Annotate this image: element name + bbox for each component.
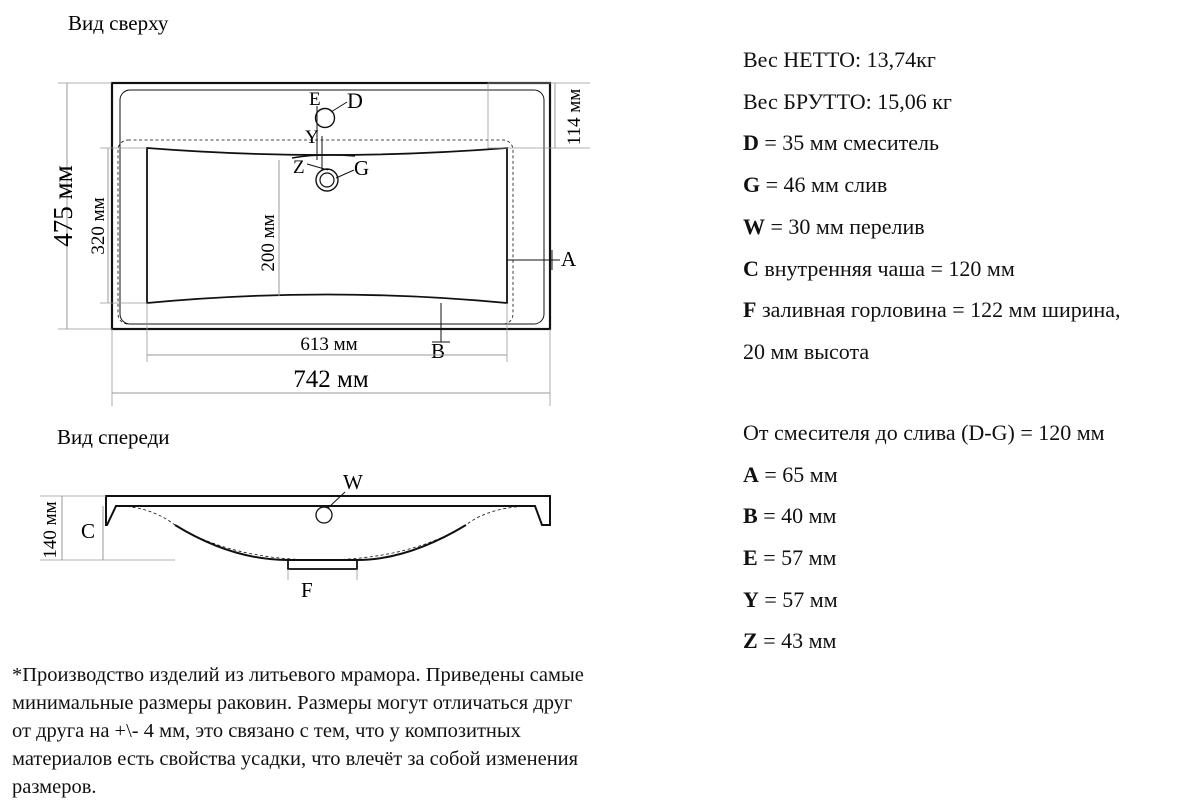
spec-g-key: G	[743, 172, 761, 197]
label-c: C	[81, 519, 96, 543]
dim-320-label: 320 мм	[88, 197, 109, 255]
drain-inner-circle	[320, 173, 334, 187]
g-leader	[336, 170, 354, 178]
label-d: D	[347, 88, 363, 113]
spec-c-key: C	[743, 256, 759, 281]
spec-y-key: Y	[743, 587, 759, 612]
spec-d	[743, 130, 939, 156]
spec-f-line2: 20 мм высота	[743, 339, 870, 364]
spec-f	[743, 297, 1121, 323]
spec-c-text: внутренняя чаша = 120 мм	[758, 256, 1015, 281]
spec-y-text: = 57 мм	[758, 587, 838, 612]
bowl-hidden-outline	[118, 140, 513, 324]
label-e: E	[309, 89, 321, 110]
front-left-edge	[107, 506, 116, 525]
label-f: F	[301, 578, 313, 602]
spec-c	[743, 256, 1015, 282]
spec-y	[743, 587, 838, 613]
footnote-line-1: *Производство изделий из литьевого мрамора. Приведены самые	[12, 664, 584, 686]
footnote-line-2: минимальные размеры раковин. Размеры могут отличаться друг	[12, 692, 573, 714]
sink-outer-outline	[112, 83, 550, 329]
spec-z-key: Z	[743, 628, 758, 653]
d-leader	[331, 102, 347, 112]
production-footnote	[12, 661, 692, 801]
dim-742-label: 742 мм	[293, 366, 369, 393]
dim-140-label: 140 мм	[40, 501, 61, 559]
spec-b	[743, 503, 836, 529]
dim-613-label: 613 мм	[300, 334, 358, 355]
spec-b-key: B	[743, 503, 758, 528]
footnote-line-4: материалов есть свойства усадки, что влечёт за собой изменения	[12, 748, 579, 770]
spec-g	[743, 172, 887, 198]
footnote-line-5: размеров.	[12, 776, 97, 798]
front-view-title: Вид спереди	[57, 425, 170, 449]
z-leader	[307, 164, 328, 170]
drain-outer-circle	[316, 169, 338, 191]
label-w: W	[343, 470, 363, 494]
dim-114-label: 114 мм	[564, 88, 585, 146]
dim-200-label: 200 мм	[258, 214, 279, 272]
label-g: G	[354, 156, 370, 180]
spec-d-text: = 35 мм смеситель	[758, 130, 940, 155]
footnote-line-3: от друга на +\- 4 мм, это связано с тем, что у композитных	[12, 720, 521, 742]
front-drain-neck	[288, 560, 357, 569]
spec-w-key: W	[743, 214, 765, 239]
label-b: B	[431, 339, 446, 363]
spec-e-key: E	[743, 545, 758, 570]
overflow-hole-w	[316, 507, 332, 523]
front-hidden-profile	[116, 506, 535, 560]
spec-w	[743, 214, 925, 240]
spec-netto: Вес НЕТТО: 13,74кг	[743, 47, 936, 72]
front-view	[40, 470, 550, 602]
top-view-title: Вид сверху	[68, 11, 169, 35]
spec-d-key: D	[743, 130, 759, 155]
spec-e	[743, 545, 836, 571]
spec-z-text: = 43 мм	[757, 628, 837, 653]
spec-f-text: заливная горловина = 122 мм ширина,	[756, 297, 1121, 322]
spec-g-text: = 46 мм слив	[760, 172, 888, 197]
inner-bowl-outline	[147, 148, 507, 303]
spec-a-text: = 65 мм	[758, 462, 838, 487]
front-bowl-profile	[175, 525, 466, 560]
spec-brutto: Вес БРУТТО: 15,06 кг	[743, 89, 952, 114]
spec-z	[743, 628, 836, 654]
spec-w-text: = 30 мм перелив	[765, 214, 925, 239]
spec-e-text: = 57 мм	[757, 545, 837, 570]
spec-b-text: = 40 мм	[757, 503, 837, 528]
spec-a-key: A	[743, 462, 759, 487]
spec-a	[743, 462, 838, 488]
dim-475-label: 475 мм	[48, 165, 78, 247]
label-a: A	[561, 247, 577, 271]
front-top-slab	[106, 496, 550, 525]
label-y: Y	[305, 127, 319, 148]
label-z: Z	[293, 157, 305, 178]
top-view	[48, 83, 590, 406]
spec-f-key: F	[743, 297, 757, 322]
spec-dg: От смесителя до слива (D-G) = 120 мм	[743, 420, 1105, 445]
